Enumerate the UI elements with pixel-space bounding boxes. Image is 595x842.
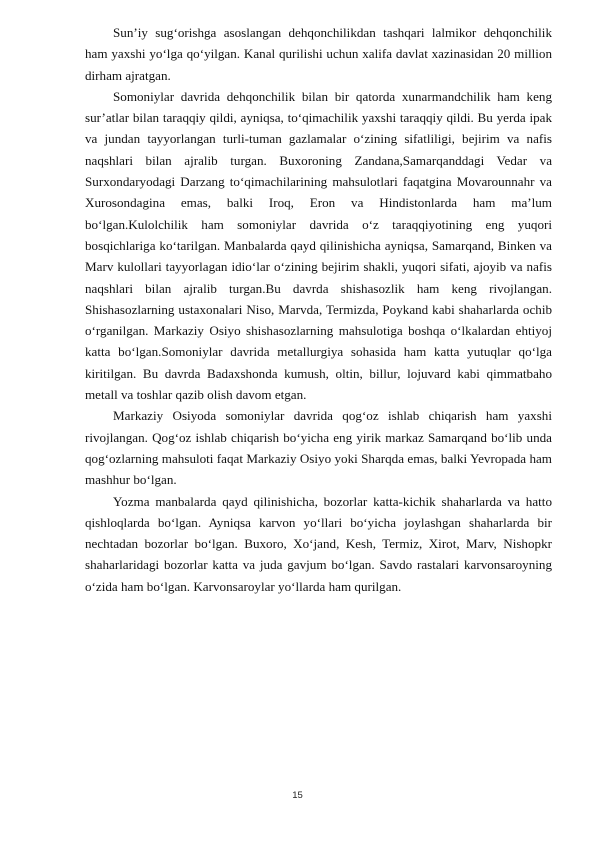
paragraph-paper: Markaziy Osiyoda somoniylar davrida qog‘oz ishlab chiqarish ham yaxshi rivojlangan. Qog‘oz ishlab chiqarish bo‘yicha eng yirik markaz Samarqand bo‘lib unda qog‘ozlarning mahsuloti faqat Markaziy Osiyo yoki Sharqda emas, balki Yevropada ham mashhur bo‘lgan. (85, 408, 552, 488)
paragraph-bazaars: Yozma manbalarda qayd qilinishicha, bozorlar katta-kichik shaharlarda va hatto qishloqlarda bo‘lgan. Ayniqsa karvon yo‘llari bo‘yicha joylashgan shaharlarda bir nechtadan bozorlar bo‘lgan. Buxoro, Xo‘jand, Kesh, Termiz, Xirot, Marv, Nishopkr shaharlaridagi bozorlar katta va juda gavjum bo‘lgan. Savdo rastalari karvonsaroyning o‘zida ham bo‘lgan. Karvonsaroylar yo‘llarda ham qurilgan. (85, 493, 552, 594)
page-number: 15 (292, 790, 303, 801)
paragraph-crafts: Somoniylar davrida dehqonchilik bilan bir qatorda xunarmandchilik ham keng sur’atlar bilan taraqqiy qildi, ayniqsa, to‘qimachilik yaxshi taraqqiy qildi. Bu yerda ipak va jundan tayyorlangan turli-tuman gazlamalar o‘zining sifatliligi, bejirim va nafis naqshlari bilan ajralib turgan. Buxoroning Zandana,Samarqanddagi Vedar va Surxondaryodagi Darzang to‘qimachilarining mahsulotlari faqatgina Movarounnahr va Xurosondagina emas, balki Iroq, Eron va Hindistonlarda ham ma’lum bo‘lgan.Kulolchilik ham somoniylar davrida o‘z taraqqiyotining eng yuqori bosqichlariga ko‘tarilgan. Manbalarda qayd qilinishicha ayniqsa, Samarqand, Binken va Marv kulollari tayyorlagan idio‘lar o‘zining bejirim shakli, yuqori sifati, ajoyib va nafis naqshlari bilan ajralib turgan.Bu davrda shishasozlik ham keng rivojlangan. Shishasozlarning ustaxonalari Niso, Marvda, Termizda, Poykand kabi shaharlarda ochib o‘rganilgan. Markaziy Osiyo shishasozlarning mahsulotiga boshqa o‘lkalardan ehtiyoj katta bo‘lgan.Somoniylar davrida metallurgiya sohasida ham katta yutuqlar qo‘lga kiritilgan. Bu davrda Badaxshonda kumush, oltin, billur, lojuvard kabi qimmatbaho metall va toshlar qazib olish davom etgan. (85, 88, 552, 403)
document-body (85, 22, 552, 597)
paragraph-irrigation: Sun’iy sug‘orishga asoslangan dehqonchilikdan tashqari lalmikor dehqonchilik ham yaxshi yo‘lga qo‘yilgan. Kanal qurilishi uchun xalifa davlat xazinasidan 20 million dirham ajratgan. (85, 25, 552, 83)
